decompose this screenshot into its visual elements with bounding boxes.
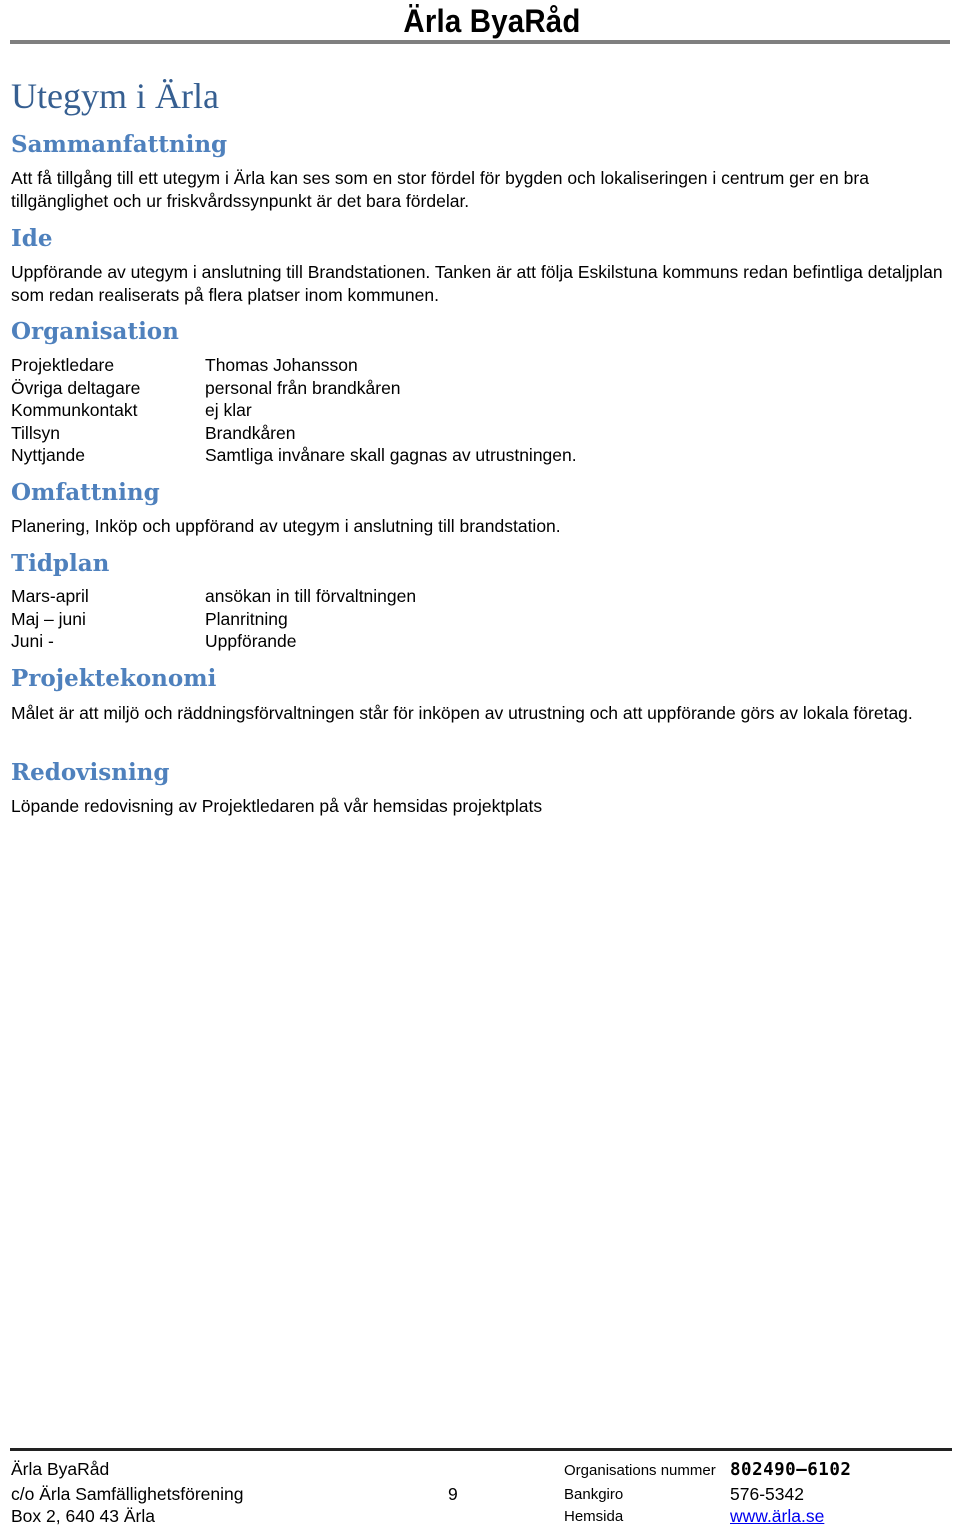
footer-org-name: Ärla ByaRåd [11, 1459, 110, 1479]
section-heading-omfattning: Omfattning [11, 479, 160, 506]
tidplan-table [11, 585, 946, 653]
section-heading-projektekonomi: Projektekonomi [11, 665, 217, 692]
footer-divider [10, 1448, 952, 1451]
organisation-key: Projektledare [11, 355, 115, 375]
section-heading-ide: Ide [11, 225, 53, 252]
tidplan-row [11, 630, 946, 653]
footer-bankgiro-label: Bankgiro [564, 1486, 624, 1503]
section-text-ide: Uppförande av utegym i anslutning till Brandstationen. Tanken är att följa Eskilstuna kommuns redan befintliga detaljplan som redan realiserats på flera platser inom kommunen. [11, 262, 943, 305]
tidplan-activity: ansökan in till förvaltningen [205, 586, 417, 606]
header-divider [10, 40, 950, 44]
section-text-redovisning: Löpande redovisning av Projektledaren på vår hemsidas projektplats [11, 796, 543, 816]
organisation-key: Tillsyn [11, 422, 60, 443]
tidplan-activity: Uppförande [205, 631, 297, 651]
section-text-sammanfattning: Att få tillgång till ett utegym i Ärla kan ses som en stor fördel för bygden och lokaliseringen i centrum ger en bra tillgänglighet och ur friskvårdssynpunkt är det bara fördelar. [11, 168, 869, 211]
page-footer [11, 1455, 951, 1527]
organisation-value: ej klar [205, 400, 252, 420]
footer-org-number-label: Organisations nummer [564, 1462, 716, 1479]
organisation-row [11, 399, 946, 422]
organisation-key: Kommunkontakt [11, 400, 138, 420]
organisation-key: Övriga deltagare [11, 377, 141, 398]
footer-org-number: 802490–6102 [730, 1460, 852, 1480]
organisation-table [11, 354, 946, 467]
organisation-value: Thomas Johansson [205, 355, 358, 375]
organisation-row [11, 354, 946, 377]
tidplan-row [11, 608, 946, 631]
tidplan-period: Juni - [11, 631, 54, 651]
footer-website-link[interactable]: www.ärla.se [730, 1506, 825, 1526]
section-heading-organisation: Organisation [11, 318, 179, 345]
organisation-value: Brandkåren [205, 422, 296, 443]
section-text-omfattning: Planering, Inköp och uppförand av utegym i anslutning till brandstation. [11, 516, 561, 536]
document-title: Utegym i Ärla [11, 76, 219, 116]
tidplan-period: Maj – juni [11, 608, 86, 629]
section-heading-tidplan: Tidplan [11, 550, 110, 577]
page-number: 9 [448, 1484, 458, 1504]
tidplan-period: Mars-april [11, 586, 89, 606]
organisation-value: personal från brandkåren [205, 377, 401, 398]
organisation-row [11, 422, 946, 445]
footer-co-line: c/o Ärla Samfällighetsförening [11, 1484, 244, 1504]
organisation-row [11, 377, 946, 400]
section-heading-sammanfattning: Sammanfattning [11, 131, 228, 158]
section-text-projektekonomi: Målet är att miljö och räddningsförvaltningen står för inköpen av utrustning och att uppförande görs av lokala företag. [11, 703, 913, 723]
footer-bankgiro: 576-5342 [730, 1484, 804, 1504]
footer-hemsida-label: Hemsida [564, 1508, 624, 1525]
tidplan-activity: Planritning [205, 608, 288, 629]
header-title: Ärla ByaRåd [402, 3, 580, 39]
footer-address: Box 2, 640 43 Ärla [11, 1506, 155, 1526]
organisation-row [11, 444, 946, 467]
section-heading-redovisning: Redovisning [11, 759, 170, 786]
organisation-value: Samtliga invånare skall gagnas av utrustningen. [205, 445, 577, 465]
organisation-key: Nyttjande [11, 445, 85, 465]
tidplan-row [11, 585, 946, 608]
